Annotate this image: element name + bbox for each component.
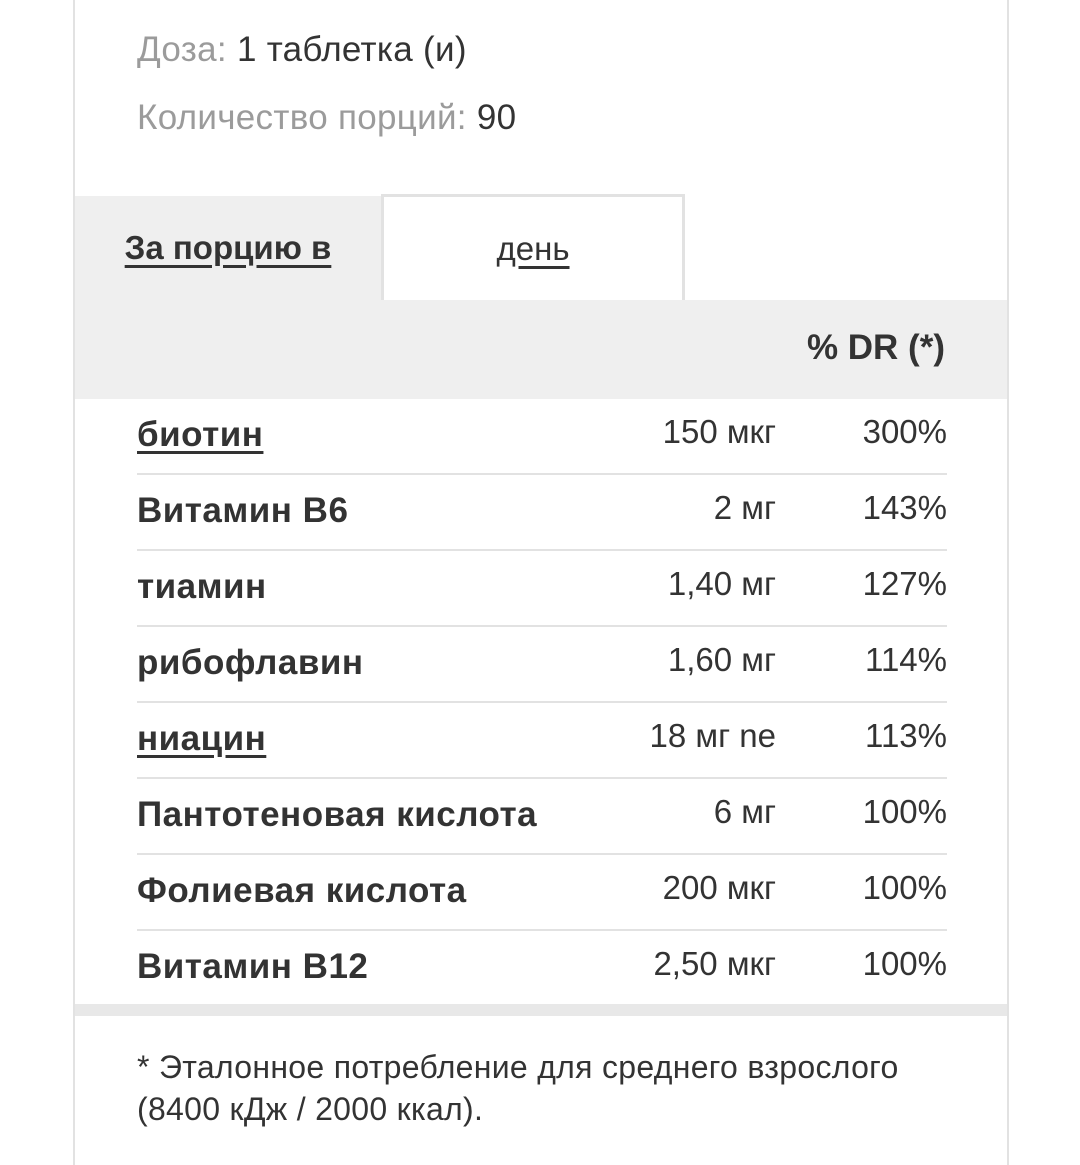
tab-per-serving[interactable]: За порцию в (75, 196, 381, 300)
table-row (137, 779, 947, 855)
nutrient-dr-percent: 100% (862, 869, 947, 906)
table-row (137, 855, 947, 931)
dose-line (137, 30, 467, 70)
table-header (75, 300, 1007, 399)
nutrient-dr-percent: 100% (862, 793, 947, 830)
table-row (137, 627, 947, 703)
dr-column-header: % DR (*) (806, 328, 945, 367)
nutrient-amount: 1,40 мг (667, 565, 776, 602)
tab-per-day[interactable]: день (381, 194, 685, 300)
nutrient-name: Витамин B12 (137, 947, 369, 986)
reference-intake-footnote: * Эталонное потребление для среднего взрослого (8400 кДж / 2000 ккал). (137, 1049, 899, 1127)
nutrient-name: тиамин (137, 567, 267, 606)
servings-label: Количество порций: (137, 98, 467, 137)
nutrient-amount: 150 мкг (662, 413, 776, 450)
nutrient-name: Фолиевая кислота (137, 871, 467, 910)
table-row (137, 399, 947, 475)
dose-value: 1 таблетка (и) (236, 30, 467, 69)
nutrient-name-link[interactable]: ниацин (137, 719, 267, 758)
nutrient-dr-percent: 300% (862, 413, 947, 450)
table-row (137, 703, 947, 779)
nutrient-name-link[interactable]: биотин (137, 415, 264, 454)
servings-line (137, 98, 516, 138)
nutrient-amount: 200 мкг (662, 869, 776, 906)
table-bottom-divider (75, 1004, 1007, 1016)
nutrient-name: Пантотеновая кислота (137, 795, 538, 834)
nutrient-name: рибофлавин (137, 643, 364, 682)
table-row (137, 475, 947, 551)
nutrient-table (137, 399, 947, 1005)
nutrient-dr-percent: 100% (862, 945, 947, 982)
nutrient-amount: 18 мг ne (649, 717, 776, 754)
table-row (137, 931, 947, 1005)
servings-value: 90 (476, 98, 517, 137)
nutrient-amount: 1,60 мг (667, 641, 776, 678)
nutrient-dr-percent: 143% (862, 489, 947, 526)
nutrient-name: Витамин B6 (137, 491, 349, 530)
supplement-facts-panel (73, 0, 1009, 1165)
nutrient-amount: 6 мг (713, 793, 776, 830)
nutrient-dr-percent: 114% (865, 641, 947, 678)
nutrient-amount: 2 мг (713, 489, 776, 526)
nutrient-dr-percent: 127% (862, 565, 947, 602)
nutrient-amount: 2,50 мкг (653, 945, 776, 982)
nutrient-dr-percent: 113% (865, 717, 947, 754)
dose-label: Доза: (137, 30, 227, 69)
table-row (137, 551, 947, 627)
